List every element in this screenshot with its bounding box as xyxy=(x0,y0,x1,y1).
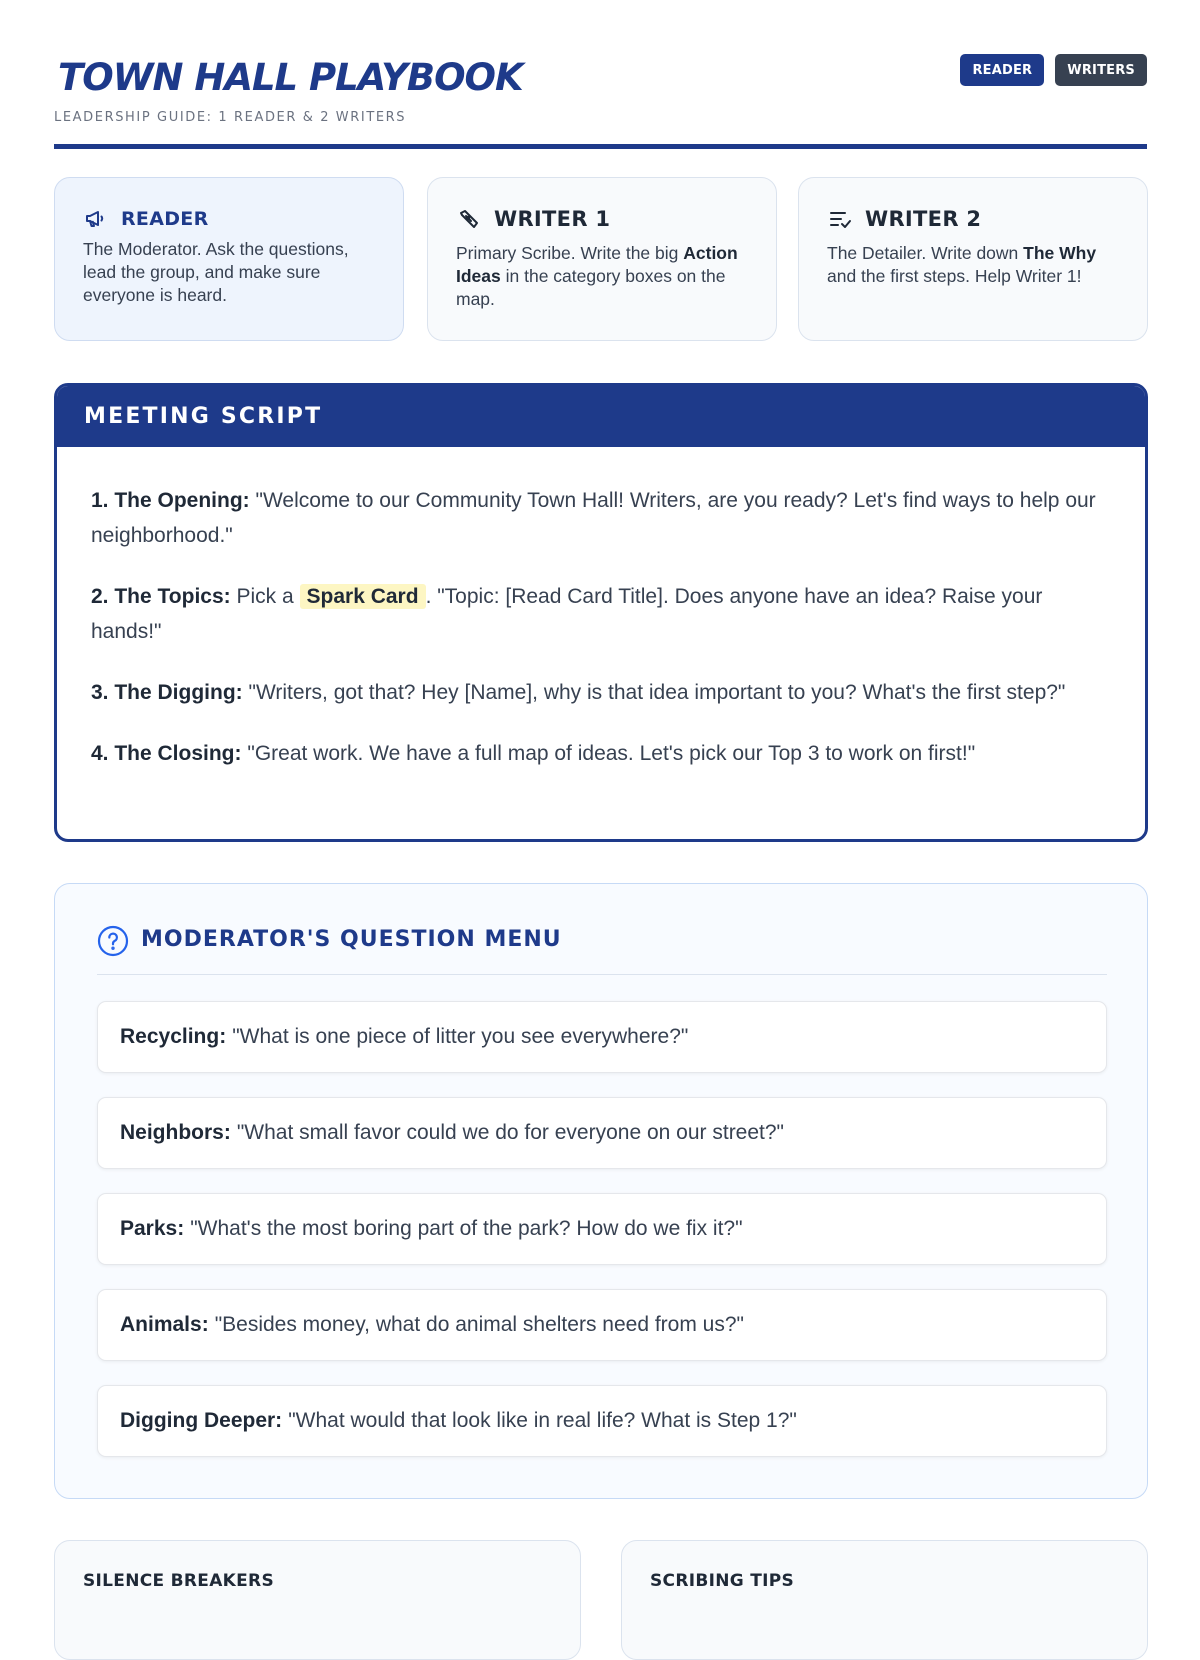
role-card-writer-1 xyxy=(427,177,777,341)
question-circle-icon xyxy=(97,925,129,957)
role-card-reader xyxy=(54,177,404,341)
silence-breakers-card xyxy=(54,1540,581,1660)
script-step: 1. The Opening: "Welcome to our Community Town Hall! Writers, are you ready? Let's find ways to help our neighborhood." xyxy=(91,489,1096,547)
script-step: 3. The Digging: "Writers, got that? Hey [Name], why is that idea important to you? What's the first step?" xyxy=(91,681,1066,704)
megaphone-icon xyxy=(83,206,109,232)
role-title: WRITER 1 xyxy=(494,207,611,231)
role-description: The Moderator. Ask the questions, lead the group, and make sure everyone is heard. xyxy=(83,239,349,305)
question-item: Digging Deeper: "What would that look like in real life? What is Step 1?" xyxy=(97,1385,1107,1457)
role-badges xyxy=(960,54,1147,86)
reader-badge[interactable]: READER xyxy=(960,54,1044,86)
spark-card-highlight: Spark Card xyxy=(300,584,426,609)
role-title: WRITER 2 xyxy=(865,207,982,231)
question-menu-title: MODERATOR'S QUESTION MENU xyxy=(141,927,562,952)
question-item: Animals: "Besides money, what do animal shelters need from us?" xyxy=(97,1289,1107,1361)
question-menu-header xyxy=(97,924,1107,975)
meeting-script-heading: MEETING SCRIPT xyxy=(57,386,1145,447)
header-divider xyxy=(54,144,1147,149)
silence-breakers-title: SILENCE BREAKERS xyxy=(83,1571,274,1591)
writers-badge[interactable]: WRITERS xyxy=(1055,54,1147,86)
question-item: Neighbors: "What small favor could we do for everyone on our street?" xyxy=(97,1097,1107,1169)
page-subtitle: LEADERSHIP GUIDE: 1 READER & 2 WRITERS xyxy=(54,110,407,125)
role-description: Primary Scribe. Write the big Action Ideas in the category boxes on the map. xyxy=(456,243,738,309)
script-step: 2. The Topics: Pick a Spark Card . "Topic: [Read Card Title]. Does anyone have an idea? Raise your hands!" xyxy=(91,585,1043,643)
role-title: READER xyxy=(121,208,209,230)
header xyxy=(54,52,1147,150)
question-list xyxy=(97,1001,1107,1481)
question-item: Parks: "What's the most boring part of the park? How do we fix it?" xyxy=(97,1193,1107,1265)
role-description: The Detailer. Write down The Why and the first steps. Help Writer 1! xyxy=(827,243,1097,286)
meeting-script xyxy=(54,383,1148,842)
question-menu xyxy=(54,883,1148,1499)
scribing-tips-card xyxy=(621,1540,1148,1660)
pen-icon xyxy=(456,206,482,232)
page-title: TOWN HALL PLAYBOOK xyxy=(58,56,523,99)
question-item: Recycling: "What is one piece of litter you see everywhere?" xyxy=(97,1001,1107,1073)
list-check-icon xyxy=(827,206,853,232)
script-step: 4. The Closing: "Great work. We have a full map of ideas. Let's pick our Top 3 to work on first!" xyxy=(91,742,976,765)
role-card-writer-2 xyxy=(798,177,1148,341)
scribing-tips-title: SCRIBING TIPS xyxy=(650,1571,795,1591)
